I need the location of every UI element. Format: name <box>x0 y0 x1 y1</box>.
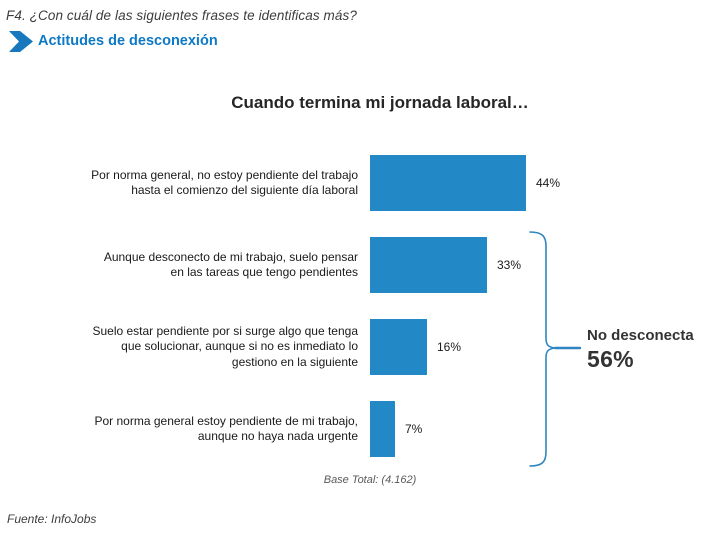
category-label: Suelo estar pendiente por si surge algo que tenga que solucionar, aunque si no es inmediato lo gestiono en la siguiente <box>92 323 358 369</box>
category-label: Por norma general, no estoy pendiente del trabajo hasta el comienzo del siguiente día laboral <box>91 167 358 197</box>
group-bracket <box>520 224 586 476</box>
bar <box>370 401 395 457</box>
value-label: 7% <box>405 422 423 436</box>
source-note: Fuente: InfoJobs <box>7 512 97 526</box>
survey-question: F4. ¿Con cuál de las siguientes frases te identificas más? <box>6 8 357 23</box>
chart-title: Cuando termina mi jornada laboral… <box>231 93 529 112</box>
value-label: 16% <box>437 340 462 354</box>
bracket-annotation-value: 56% <box>587 346 634 372</box>
bracket-annotation-label: No desconecta <box>587 327 694 344</box>
bar <box>370 237 487 293</box>
value-label: 44% <box>536 176 561 190</box>
chevron-right-icon <box>9 31 33 52</box>
bracket-annotation <box>587 327 694 373</box>
category-label: Aunque desconecto de mi trabajo, suelo pensar en las tareas que tengo pendientes <box>103 249 358 279</box>
bar <box>370 319 427 375</box>
value-label: 33% <box>497 258 522 272</box>
section-title: Actitudes de desconexión <box>38 33 218 49</box>
category-label: Por norma general estoy pendiente de mi trabajo, aunque no haya nada urgente <box>94 413 358 443</box>
bar <box>370 155 526 211</box>
base-total-note: Base Total: (4.162) <box>323 474 417 486</box>
